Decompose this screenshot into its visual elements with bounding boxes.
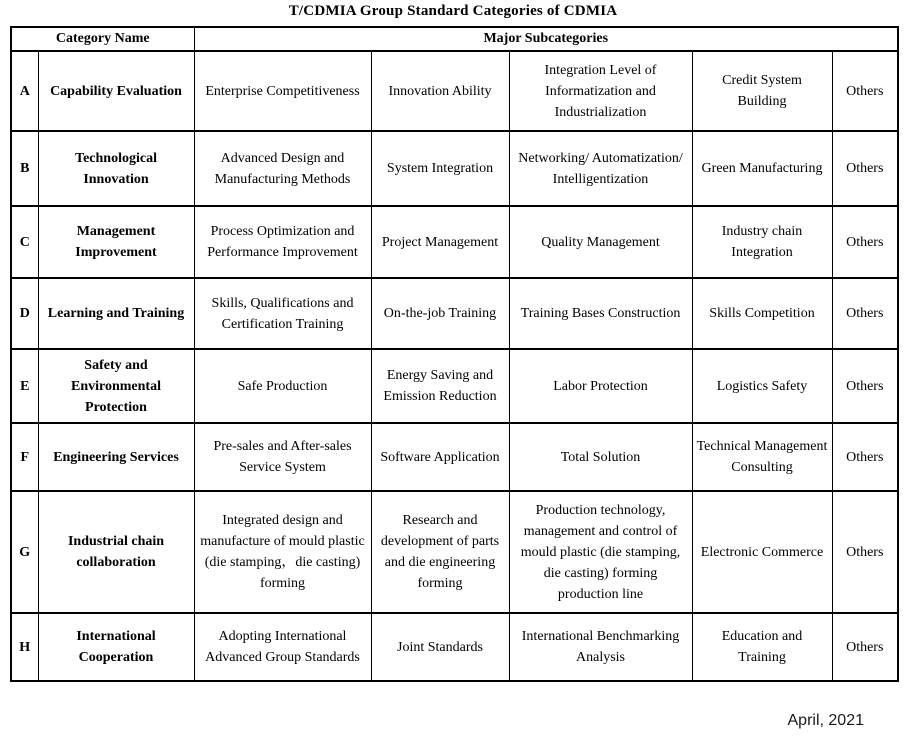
- subcategory-cell: Education and Training: [692, 613, 832, 681]
- subcategory-cell: Others: [832, 613, 898, 681]
- date-label: April, 2021: [787, 712, 864, 729]
- header-category-name: Category Name: [11, 27, 194, 51]
- table-row: [11, 278, 898, 349]
- category-letter: C: [11, 206, 38, 278]
- subcategory-cell: Enterprise Competitiveness: [194, 51, 371, 131]
- subcategory-cell: International Benchmarking Analysis: [509, 613, 692, 681]
- subcategory-cell: Safe Production: [194, 349, 371, 423]
- category-name: Safety and Environmental Protection: [38, 349, 194, 423]
- subcategory-cell: Integration Level of Informatization and Industrialization: [509, 51, 692, 131]
- table-row: [11, 131, 898, 206]
- subcategory-cell: Labor Protection: [509, 349, 692, 423]
- category-name: Engineering Services: [38, 423, 194, 491]
- category-name: International Cooperation: [38, 613, 194, 681]
- subcategory-cell: Skills, Qualifications and Certification Training: [194, 278, 371, 349]
- table-row: [11, 51, 898, 131]
- subcategory-cell: Others: [832, 491, 898, 613]
- subcategory-cell: Electronic Commerce: [692, 491, 832, 613]
- category-letter: A: [11, 51, 38, 131]
- category-letter: D: [11, 278, 38, 349]
- subcategory-cell: Quality Management: [509, 206, 692, 278]
- table-header-row: [11, 27, 898, 51]
- category-name: Technological Innovation: [38, 131, 194, 206]
- table-row: [11, 206, 898, 278]
- subcategory-cell: Logistics Safety: [692, 349, 832, 423]
- subcategory-cell: Others: [832, 423, 898, 491]
- category-letter: B: [11, 131, 38, 206]
- table-row: [11, 349, 898, 423]
- subcategory-cell: Advanced Design and Manufacturing Methods: [194, 131, 371, 206]
- category-letter: H: [11, 613, 38, 681]
- subcategory-cell: Green Manufacturing: [692, 131, 832, 206]
- category-letter: F: [11, 423, 38, 491]
- subcategory-cell: Process Optimization and Performance Improvement: [194, 206, 371, 278]
- subcategory-cell: Integrated design and manufacture of mould plastic (die stamping，die casting) forming: [194, 491, 371, 613]
- subcategory-cell: Networking/ Automatization/ Intelligentization: [509, 131, 692, 206]
- category-letter: G: [11, 491, 38, 613]
- categories-table: [10, 26, 899, 682]
- header-major-subcategories: Major Subcategories: [194, 27, 898, 51]
- subcategory-cell: Software Application: [371, 423, 509, 491]
- subcategory-cell: Others: [832, 349, 898, 423]
- subcategory-cell: Credit System Building: [692, 51, 832, 131]
- subcategory-cell: Innovation Ability: [371, 51, 509, 131]
- subcategory-cell: Training Bases Construction: [509, 278, 692, 349]
- category-letter: E: [11, 349, 38, 423]
- subcategory-cell: On-the-job Training: [371, 278, 509, 349]
- subcategory-cell: Others: [832, 206, 898, 278]
- category-name: Industrial chain collaboration: [38, 491, 194, 613]
- subcategory-cell: Others: [832, 131, 898, 206]
- subcategory-cell: Skills Competition: [692, 278, 832, 349]
- subcategory-cell: Total Solution: [509, 423, 692, 491]
- category-name: Management Improvement: [38, 206, 194, 278]
- subcategory-cell: Joint Standards: [371, 613, 509, 681]
- table-row: [11, 491, 898, 613]
- subcategory-cell: Adopting International Advanced Group Standards: [194, 613, 371, 681]
- subcategory-cell: Project Management: [371, 206, 509, 278]
- subcategory-cell: Industry chain Integration: [692, 206, 832, 278]
- subcategory-cell: Technical Management Consulting: [692, 423, 832, 491]
- table-row: [11, 423, 898, 491]
- subcategory-cell: System Integration: [371, 131, 509, 206]
- page-title: T/CDMIA Group Standard Categories of CDMIA: [288, 3, 618, 19]
- subcategory-cell: Pre-sales and After-sales Service System: [194, 423, 371, 491]
- table-row: [11, 613, 898, 681]
- subcategory-cell: Production technology, management and control of mould plastic (die stamping, die casting) forming production line: [509, 491, 692, 613]
- subcategory-cell: Research and development of parts and die engineering forming: [371, 491, 509, 613]
- category-name: Learning and Training: [38, 278, 194, 349]
- category-name: Capability Evaluation: [38, 51, 194, 131]
- subcategory-cell: Energy Saving and Emission Reduction: [371, 349, 509, 423]
- subcategory-cell: Others: [832, 51, 898, 131]
- subcategory-cell: Others: [832, 278, 898, 349]
